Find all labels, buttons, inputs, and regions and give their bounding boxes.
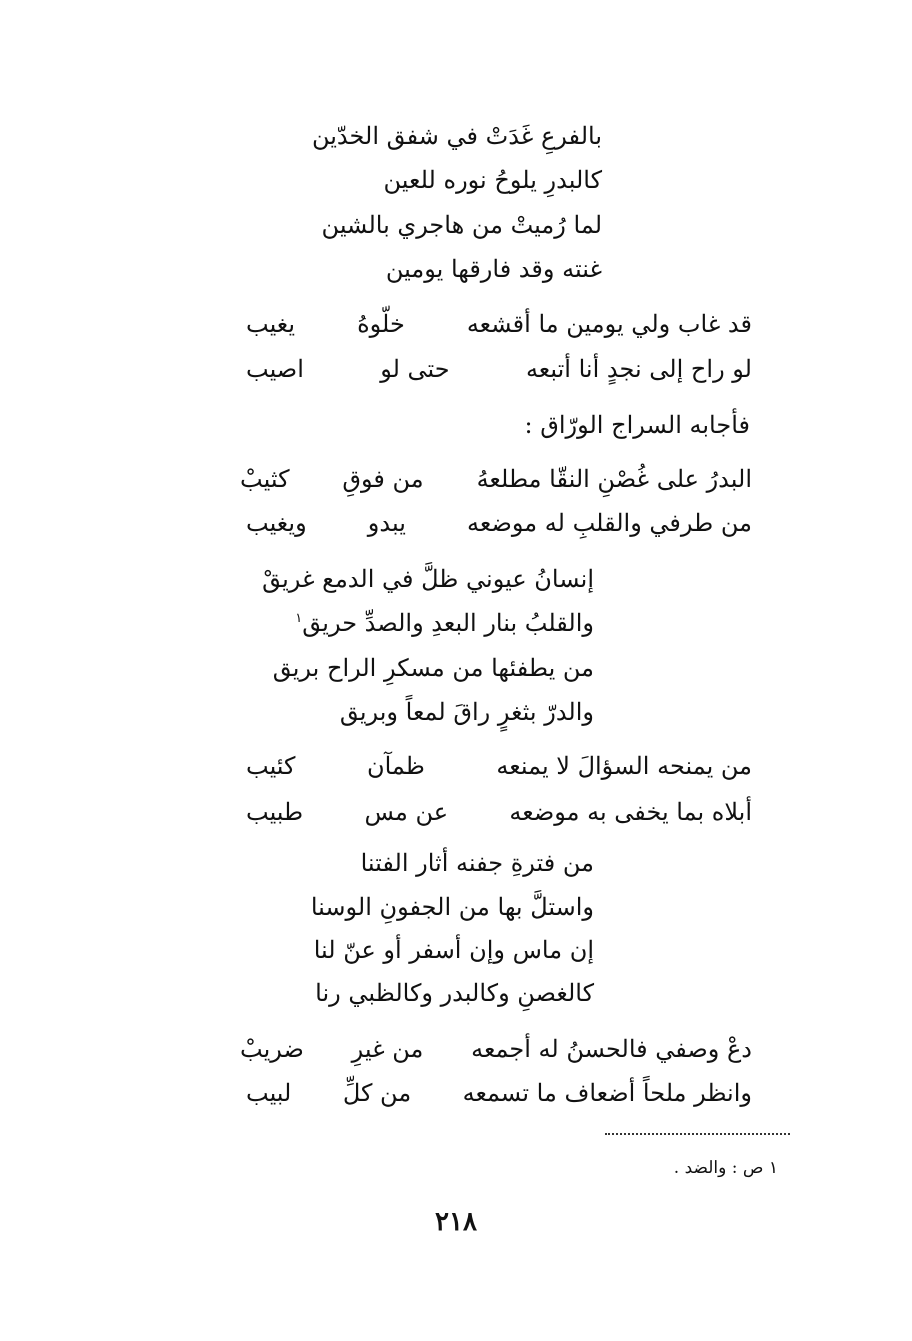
footnote-divider (605, 1133, 790, 1135)
verse-line: واستلَّ بها من الجفونِ الوسنا (310, 893, 594, 921)
verse-line (240, 1032, 752, 1066)
hemistich-left: لبيب (246, 1079, 292, 1107)
verse-line: غنته وقد فارقها يومين (385, 255, 602, 283)
verse-line (246, 749, 752, 783)
verse-line: بالفرعِ غَدَتْ في شفق الخدّين (311, 122, 602, 150)
verse-line (246, 506, 752, 540)
verse-line: من فترةِ جفنه أثار الفتنا (360, 849, 594, 877)
verse-line (246, 352, 752, 386)
hemistich-right: البدرُ على غُصْنِ النقّا مطلعهُ (476, 465, 752, 493)
hemistich-right: من طرفي والقلبِ له موضعه (467, 509, 752, 537)
hemistich-right: من يمنحه السؤالَ لا يمنعه (496, 752, 752, 780)
verse-line (246, 795, 752, 829)
hemistich-right: وانظر ملحاً أضعاف ما تسمعه (462, 1079, 752, 1107)
verse-line: والدرّ بثغرٍ راقَ لمعاً وبريق (339, 698, 594, 726)
verse-line: إنسانُ عيوني ظلَّ في الدمع غريقْ (262, 565, 594, 593)
verse-line (240, 462, 752, 496)
footnote: ١ ص : والضد . (673, 1158, 778, 1178)
page-number: ٢١٨ (435, 1207, 477, 1237)
verse-line: كالبدرِ يلوحُ نوره للعين (383, 166, 602, 194)
verse-line: والقلبُ بنار البعدِ والصدِّ حريق$^١$ (295, 609, 594, 637)
verse-line (246, 307, 752, 341)
hemistich-mid: عن مس (364, 798, 449, 826)
verse-line: لما رُميتْ من هاجري بالشين (321, 211, 602, 239)
hemistich-right: أبلاه بما يخفى به موضعه (509, 798, 752, 826)
verse-line: كالغصنِ وكالبدر وكالظبي رنا (315, 979, 594, 1007)
reply-intro: فأجابه السراج الورّاق : (524, 411, 750, 439)
footnote-mark: ١ (295, 611, 303, 626)
hemistich-right: دعْ وصفي فالحسنُ له أجمعه (471, 1035, 752, 1063)
hemistich-mid: حتى لو (380, 355, 450, 383)
hemistich-right: قد غاب ولي يومين ما أقشعه (466, 310, 752, 338)
hemistich-mid: من غيرِ (351, 1035, 424, 1063)
hemistich-left: ويغيب (246, 509, 307, 537)
hemistich-left: طبيب (246, 798, 304, 826)
hemistich-mid: ظمآن (366, 752, 425, 780)
hemistich-right: لو راح إلى نجدٍ أنا أتبعه (525, 355, 752, 383)
hemistich-mid: يبدو (367, 509, 406, 537)
verse-line: من يطفئها من مسكرِ الراح بريق (272, 654, 594, 682)
verse-line: إن ماس وإن أسفر أو عنّ لنا (313, 936, 594, 964)
hemistich-left: ضريبْ (240, 1035, 304, 1063)
hemistich-left: كئيب (246, 752, 296, 780)
hemistich-left: يغيب (246, 310, 296, 338)
hemistich-mid: من فوقِ (342, 465, 424, 493)
hemistich-left: اصيب (246, 355, 304, 383)
verse-line (246, 1076, 752, 1110)
hemistich-mid: خلّوهُ (357, 310, 405, 338)
hemistich-left: كثيبْ (240, 465, 290, 493)
hemistich-mid: من كلِّ (342, 1079, 412, 1107)
